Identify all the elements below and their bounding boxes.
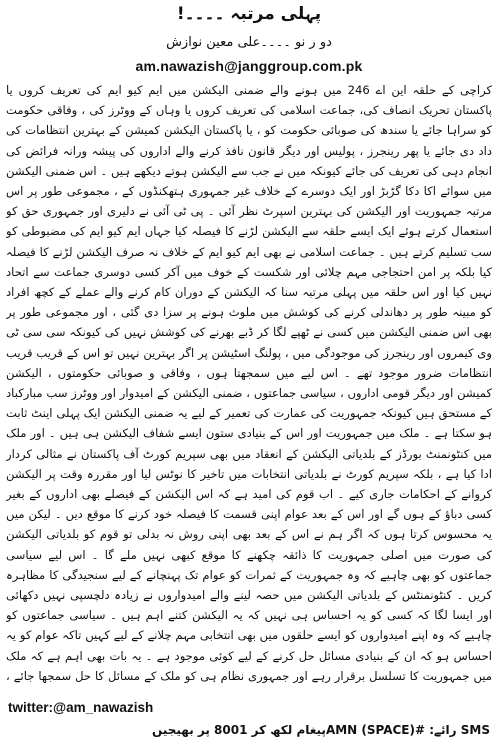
sms-instruction: SMS رائے: #AMN (SPACE)پیغام لکھ کر 8001 پر بھیجیں — [152, 723, 490, 737]
article-body: کراچی کے حلقہ این اے 246 میں ہونے والے ضمنی الیکشن میں ایم کیو ایم کی تعریف کروں یا پاکستان تحریک انصاف کی، جماعت اسلامی کی تعریف کروں یا وہاں کے ووٹرز کی ، وفاقی حکومت کو سراہا جائے یا سندھ کی صوبائی حکومت کو ، یا پاکستان الیکشن کمیشن کے بہترین انتظامات کی داد دی جائے یا پھر رینجرز ، پولیس اور دیگر قانون نافذ کرنے والے اداروں کی پیشہ ورانہ فرائض کی انجام دہی کی تعریف کی جائے کیونکہ میں نے جب سے الیکشن ہوتے دیکھے ہیں ۔ اس ضمنی الیکشن میں سوائے اکا دکا گڑبڑ اور ایک دوسرے کے خلاف غیر جمہوری ہتھکنڈوں کے ، مجموعی طور پر اس مرتبہ جمہوریت اور الیکشن کی بہترین اسپرٹ نظر آئی ۔ پی ٹی آئی نے دلیری اور جمہوری حق کو استعمال کرتے ہوئے ایک ایسے حلقہ سے الیکشن لڑنے کا فیصلہ کیا جہاں ایم کیو ایم کی مضبوطی کو سب تسلیم کرتے ہیں ۔ جماعت اسلامی نے بھی ایم کیو ایم کے خلاف نہ صرف الیکشن لڑنے کا فیصلہ کیا بلکہ پر امن احتجاجی مہم چلائی اور شکست کے خوف میں آکر کسی دوسری جماعت سے اتحاد نہیں کیا اور اس حلقہ میں پہلی مرتبہ سنا کہ الیکشن کے دوران کام کرنے والے عملے کے کچھ افراد کو مبینہ طور پر دھاندلی کرنے کی کوشش میں ملوث ہونے پر سزا دی گئی ، اور مجموعی طور پر بھی اس ضمنی الیکشن میں کسی نے ٹھپے لگا کر ڈبے بھرنے کی کوشش نہیں کی کیونکہ سی سی ٹی وی کیمروں اور رینجرز کی موجودگی میں ، پولنگ اسٹیشن پر اگر بہترین نہیں تو اس کے قریب قریب انتظامات ضرور موجود تھے ۔ اس لیے میں سمجھتا ہوں ، وفاقی و صوبائی حکومتوں ، الیکشن کمیشن اور دیگر قومی اداروں ، سیاسی جماعتوں ، ضمنی الیکشن کے امیدوار اور ووٹرز سب مبارکباد کے مستحق ہیں کیونکہ جمہوریت کی عمارت کی تعمیر کے لیے یہ ضمنی الیکشن ایک پہلی اینٹ ثابت ہو سکتا ہے ۔ ملک میں جمہوریت اور اس کے بنیادی ستون ایسے شفاف الیکشن ہی ہیں ۔ اور ملک میں کنٹونمنٹ بورڈز کے بلدیاتی الیکشن کے انعقاد میں بھی سپریم کورٹ آف پاکستان نے مثالی کردار ادا کیا ہے ، بلکہ سپریم کورٹ نے بلدیاتی انتخابات میں تاخیر کا نوٹس لیا اور مقررہ وقت پر الیکشن کروانے کے احکامات جاری کیے ۔ اب قوم کی امید ہے کہ اس الیکشن کے فیصلے بھی اداروں کے بغیر کسی دباؤ کے ہوں گے اور اس کے بعد عوام اپنی قسمت کا فیصلہ خود کرنے کا موقع دیں ۔ لیکن میں یہ محسوس کرتا ہوں کہ اگر ہم نے اس کے بعد بھی اپنی روش نہ بدلی تو قوم کو بلدیاتی الیکشن کی صورت میں اصلی جمہوریت کا ذائقہ چکھنے کا موقع کبھی نہیں ملے گا ۔ اس لیے سیاسی جماعتوں کو بھی چاہیے کہ وہ جمہوریت کے ثمرات کو عوام تک پہنچانے کے لیے سنجیدگی کا مظاہرہ کریں ۔ کنٹونمنٹس کے بلدیاتی الیکشن میں حصہ لینے والے امیدواروں نے زیادہ دلچسپی نہیں دکھائی اور ایسا لگا کہ کسی کو یہ احساس ہی نہیں کہ یہ الیکشن کتنے اہم ہیں ۔ سیاسی جماعتوں کو چاہیے کہ وہ اپنے امیدواروں کو ایسے حلقوں میں بھی انتخابی مہم چلانے کے لیے کہیں تاکہ عوام کو یہ احساس ہو کہ ان کے بنیادی مسائل حل کرنے کے لیے کوئی موجود ہے ۔ یہ بات بھی اہم ہے کہ ملک میں جمہوریت کا تسلسل برقرار رہے اور جمہوری نظام ہی کو ملک کے مسائل کا حل سمجھا جائے ، — [6, 83, 492, 683]
twitter-handle: twitter:@am_nawazish — [8, 700, 154, 715]
page-title: پہلی مرتبہ ۔۔۔۔! — [176, 4, 322, 24]
author-byline: دو ر نو ۔۔۔۔علی معین نوازش — [166, 35, 332, 50]
author-email: am.nawazish@janggroup.com.pk — [135, 58, 363, 74]
